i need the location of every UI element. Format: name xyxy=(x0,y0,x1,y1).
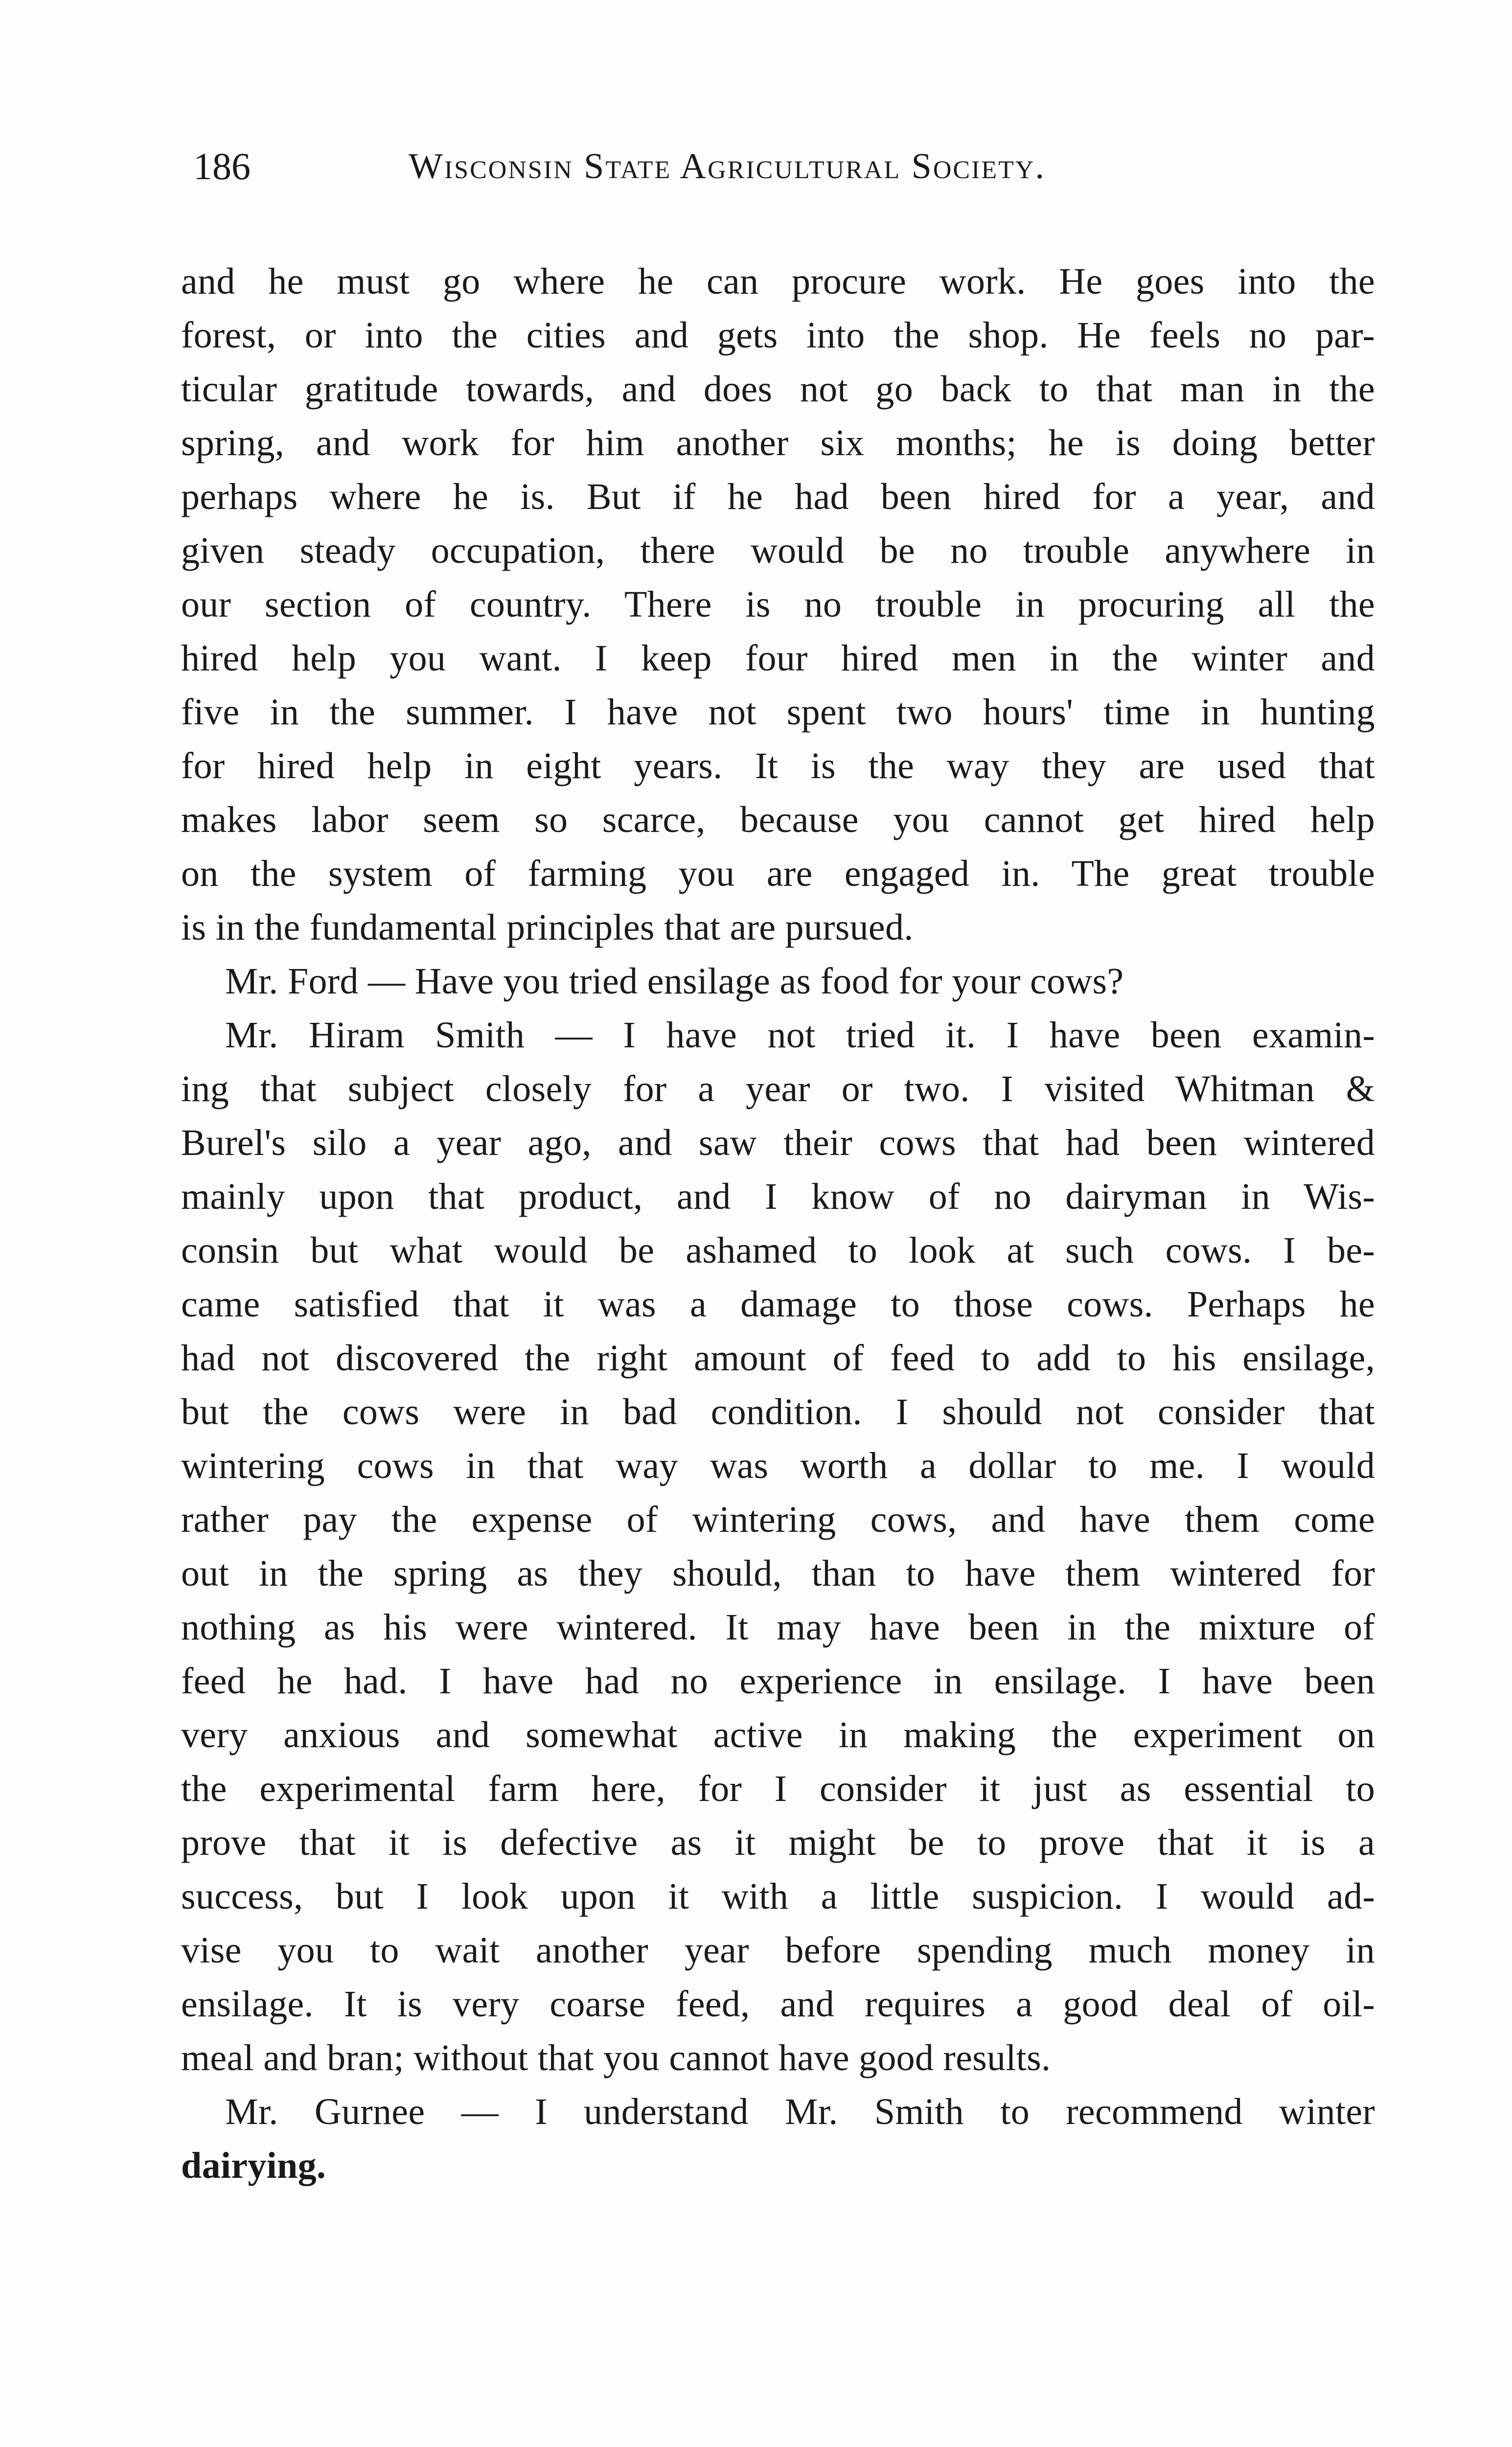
text-line: vise you to wait another year before spending much money in xyxy=(181,1930,1375,1971)
page-number: 186 xyxy=(193,145,251,187)
text-line: meal and bran; without that you cannot have good results. xyxy=(181,2037,1051,2078)
text-line: nothing as his were wintered. It may have been in the mixture of xyxy=(181,1607,1375,1648)
text-line: came satisfied that it was a damage to those cows. Perhaps he xyxy=(181,1284,1375,1325)
text-line: wintering cows in that way was worth a dollar to me. I would xyxy=(181,1445,1375,1486)
text-line: very anxious and somewhat active in making the experiment on xyxy=(181,1714,1375,1755)
text-line: forest, or into the cities and gets into the shop. He feels no par- xyxy=(181,315,1375,356)
text-line: dairying. xyxy=(181,2145,326,2186)
text-line: spring, and work for him another six months; he is doing better xyxy=(181,422,1375,463)
text-line: had not discovered the right amount of feed to add to his ensilage, xyxy=(181,1338,1375,1379)
text-line: ing that subject closely for a year or two. I visited Whitman & xyxy=(181,1068,1375,1109)
body-text xyxy=(181,254,1375,2193)
text-line: on the system of farming you are engaged in. The great trouble xyxy=(181,853,1375,894)
text-line: Burel's silo a year ago, and saw their cows that had been wintered xyxy=(181,1122,1375,1163)
text-line: five in the summer. I have not spent two hours' time in hunting xyxy=(181,692,1375,733)
text-line: our section of country. There is no trouble in procuring all the xyxy=(181,584,1375,625)
text-line: the experimental farm here, for I consider it just as essential to xyxy=(181,1768,1375,1809)
page-header xyxy=(193,142,1231,201)
text-line: prove that it is defective as it might be to prove that it is a xyxy=(181,1822,1375,1863)
text-line: rather pay the expense of wintering cows, and have them come xyxy=(181,1499,1375,1540)
text-line: Mr. Gurnee — I understand Mr. Smith to recommend winter xyxy=(225,2091,1375,2132)
text-line: success, but I look upon it with a little suspicion. I would ad- xyxy=(181,1876,1375,1917)
text-line: consin but what would be ashamed to look at such cows. I be- xyxy=(181,1230,1375,1271)
text-line: ticular gratitude towards, and does not go back to that man in the xyxy=(181,369,1375,410)
text-line: for hired help in eight years. It is the way they are used that xyxy=(181,745,1375,786)
text-line: perhaps where he is. But if he had been hired for a year, and xyxy=(181,476,1375,517)
text-line: makes labor seem so scarce, because you cannot get hired help xyxy=(181,799,1375,840)
text-line: hired help you want. I keep four hired men in the winter and xyxy=(181,638,1375,679)
text-line: feed he had. I have had no experience in ensilage. I have been xyxy=(181,1661,1375,1702)
text-line: ensilage. It is very coarse feed, and requires a good deal of oil- xyxy=(181,1984,1375,2025)
text-line: is in the fundamental principles that are pursued. xyxy=(181,907,914,948)
text-line: given steady occupation, there would be no trouble anywhere in xyxy=(181,530,1375,571)
text-line: and he must go where he can procure work. He goes into the xyxy=(181,261,1375,302)
text-line: Mr. Hiram Smith — I have not tried it. I have been examin- xyxy=(225,1015,1375,1056)
running-head: Wisconsin State Agricultural Society. xyxy=(409,146,1046,186)
text-line: mainly upon that product, and I know of no dairyman in Wis- xyxy=(181,1176,1375,1217)
text-line: out in the spring as they should, than to have them wintered for xyxy=(181,1553,1375,1594)
text-line: Mr. Ford — Have you tried ensilage as food for your cows? xyxy=(225,961,1124,1002)
text-line: but the cows were in bad condition. I should not consider that xyxy=(181,1391,1375,1432)
